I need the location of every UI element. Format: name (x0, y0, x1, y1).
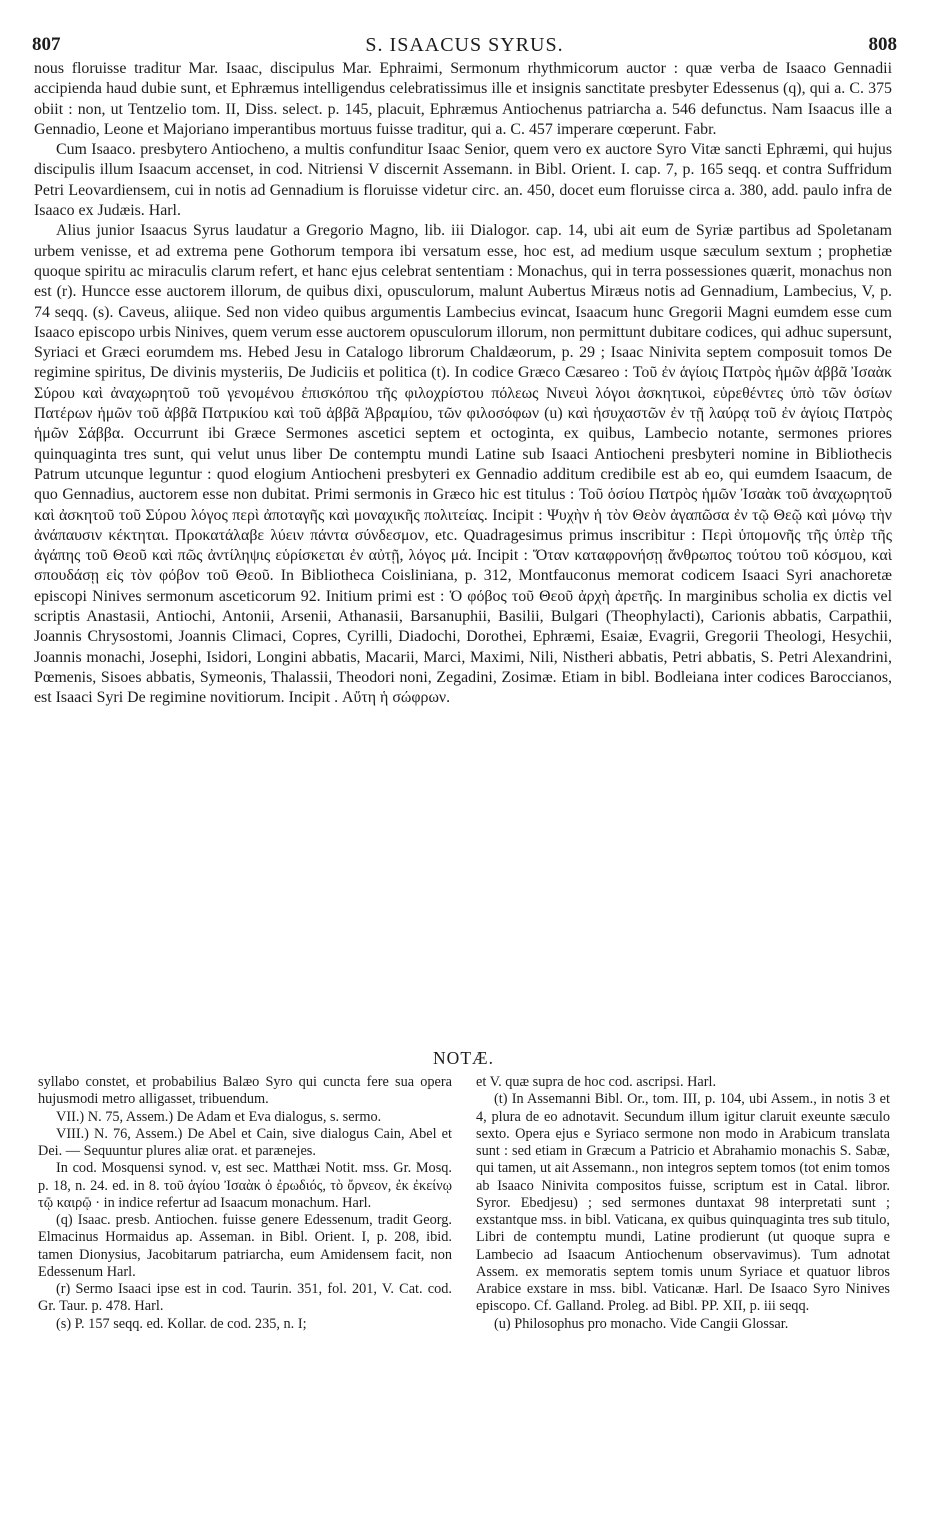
note-item: VII.) N. 75, Assem.) De Adam et Eva dialogus, s. sermo. (56, 1108, 382, 1125)
main-text (34, 59, 892, 709)
note-r: (r) Sermo Isaaci ipse est in cod. Taurin. 351, fol. 201, V. Cat. cod. Gr. Taur. p. 478. Harl. (38, 1281, 452, 1315)
note-item: syllabo constet, et probabilius Balæo Syro qui cuncta fere sua opera hujusmodi metro alligasset, tribuendum. (38, 1074, 452, 1108)
notes-left-column (38, 1074, 452, 1333)
note-item: VIII.) N. 76, Assem.) De Abel et Cain, sive dialogus Cain, Abel et Dei. — Sequuntur plures aliæ orat. et parænejes. (38, 1125, 452, 1159)
page-number-left: 807 (32, 34, 61, 55)
running-title: S. ISAACUS SYRUS. (365, 34, 564, 56)
page-number-right: 808 (868, 34, 897, 55)
notes-right-column (476, 1074, 890, 1333)
paragraph-isaac-senior: Cum Isaaco. presbytero Antiocheno, a multis confunditur Isaac Senior, quem vero ex auctore Syro Vitæ sancti Ephræmi, qui hujus discipulis illum Isaacum accenset, in cod. Nitriensi V discernit Assemann. in Bibl. Orient. I. cap. 7, p. 165 seqq. et contra Suffridum Petri Leovardiensem, cui in notis ad Gennadium is floruisse videtur circ. an. 450, docet eum floruisse circa a. 380, add. paulo infra de Isaaco ex Judæis. Harl. (34, 141, 892, 220)
note-q: (q) Isaac. presb. Antiochen. fuisse genere Edessenum, tradit Georg. Elmacinus Hormaidus ap. Asseman. in Bibl. Orient. I, p. 208, ibid. tamen Dionysius, Jacobitarum patriarcha, eum Amidensem facit, non Edessenum Harl. (38, 1212, 452, 1280)
note-item: In cod. Mosquensi synod. v, est sec. Matthæi Notit. mss. Gr. Mosq. p. 18, n. 24. ed. in 8. τοῦ ἁγίου Ἰσαὰκ ὁ ἐρωδιός, τὸ ὄρνεον, ἐκ ἐκείνῳ τῷ καιρῷ · in indice refertur ad Isaacum monachum. Harl. (38, 1160, 452, 1211)
note-s: (s) P. 157 seqq. ed. Kollar. de cod. 235, n. I; (56, 1315, 307, 1332)
note-item: et V. quæ supra de hoc cod. ascripsi. Harl. (476, 1074, 717, 1090)
note-t: (t) In Assemanni Bibl. Or., tom. III, p. 104, ubi Assem., in notis 3 et 4, plura de eo adnotavit. Secundum illum igitur claruit exeunte sæculo sexto. Opera ejus e Syriaco sermone non modo in Arabicum translata sunt : sed etiam in Græcum a Patricio et Abrahamio monachis S. Sabæ, qui tamen, ut ait Assemann., non integros septem tomos (tot enim tomos ab Isaaco Ninivita compositos fuisse, scriptum est in Catal. libror. Syror. Ebedjesu) ; sed sermones duntaxat 98 interpretati sunt ; exstantque mss. in bibl. Vaticana, ex quibus quinquaginta tres sub titulo, Libri de contemptu mundi, Latine prodierunt (ut quoque supra e Lambecio ad Isaacum Antiochenum observavimus). Tum adnotat Assem. ex memoratis septem tomis unum Syriace et quatuor libros Arabice exstare in mss. bibl. Vaticanæ. Harl. De Isaaco Syro Ninives episcopo. Cf. Galland. Proleg. ad Bibl. PP. XII, p. iii seqq. (476, 1091, 890, 1315)
notes-columns (38, 1074, 890, 1333)
running-header (32, 34, 897, 58)
paragraph-isaac-junior: Alius junior Isaacus Syrus laudatur a Gregorio Magno, lib. iii Dialogor. cap. 14, ubi ait eum de Syriæ partibus ad Spoletanam urbem venisse, et ad extrema pene Gothorum tempora ibi versatum esse, hoc est, ad medium usque sæculum sextum ; prophetiæ quoque spiritu ac miraculis clarum refert, et hanc ejus celebrat sententiam : Monachus, qui in terra possessiones quærit, monachus non est (r). Huncce esse auctorem illorum, de quibus dixi, opusculorum, malunt Aubertus Miræus notis ad Gennadium, Lambecius, V, p. 74 seqq. (s). Caveus, aliique. Sed non video quibus argumentis Lambecius evincat, Isaacum hunc Gregorii Magni eumdem esse cum Isaaco episcopo urbis Ninives, quem verum esse auctorem opusculorum illorum, non permittunt dubitare codices, qui adhuc supersunt, Syriaci et Græci eorumdem ms. Hebed Jesu in Catalogo librorum Chaldæorum, p. 29 ; Isaac Ninivita septem composuit tomos De regimine spiritus, De divinis mysteriis, De Judiciis et politica (t). In codice Græco Cæsareo : Τοῦ ἐν ἁγίοις Πατρὸς ἡμῶν ἀββᾶ Ἰσαὰκ Σύρου καὶ ἀναχωρητοῦ τοῦ γενομένου ἐπισκόπου τῆς φιλοχρίστου πόλεως Νινευὶ λόγοι ἀσκητικοὶ, εὑρεθέντες ὑπὸ τῶν ὁσίων Πατέρων ἡμῶν τοῦ ἀββᾶ Πατρικίου καὶ τοῦ ἀββᾶ Ἀβραμίου, τῶν φιλοσόφων (u) καὶ ἡσυχαστῶν ἐν τῇ λαύρᾳ τοῦ ἐν ἁγίοις Πατρὸς ἡμῶν Σάββα. Occurrunt ibi Græce Sermones ascetici septem et octoginta, ex quibus, Lambecio notante, sermones priores quinquaginta tres sunt, qui velut unus liber De contemptu mundi Latine sub Isaaci Antiocheni presbyteri nomine in Bibliothecis Patrum utcunque leguntur : quod elogium Antiocheni presbyteri ex Gennadio additum credibile est ab eo, qui eumdem Isaacum, de quo Gennadius, auctorem esse non dubitat. Primi sermonis in Græco hic est titulus : Τοῦ ὁσίου Πατρὸς ἡμῶν Ἰσαὰκ τοῦ ἀναχωρητοῦ καὶ ἀσκητοῦ τοῦ Σύρου λόγος περὶ ἀποταγῆς καὶ μοναχικῆς πολιτείας. Incipit : Ψυχὴν ἡ τὸν Θεὸν ἀγαπῶσα ἐν τῷ Θεῷ καὶ μόνῳ τὴν ἀνάπαυσιν κέκτηται. Προκατάλαβε λύειν πάντα σύνδεσμον, etc. Quadragesimus primus inscribitur : Περὶ ὑπομονῆς τῆς ὑπὲρ τῆς ἀγάπης τοῦ Θεοῦ καὶ πῶς ἀντίληψις εὑρίσκεται ἐν αὐτῇ, λόγος μά. Incipit : Ὅταν καταφρονήσῃ ἄνθρωπος τούτου τοῦ κόσμου, καὶ σπουδάσῃ εἰς τὸν φόβον τοῦ Θεοῦ. In Bibliotheca Coisliniana, p. 312, Montfauconus memorat codicem Isaaci Syri anachoretæ episcopi Ninives sermonum asceticorum 92. Initium primi est : Ὁ φόβος τοῦ Θεοῦ ἀρχὴ ἀρετῆς. In marginibus scholia ex dictis vel scriptis Anastasii, Antiochi, Antonii, Arsenii, Athanasii, Barsanuphii, Basilii, Bulgari (Theophylacti), Carionis abbatis, Carpathii, Joannis Chrysostomi, Joannis Climaci, Copres, Cyrilli, Diadochi, Dorothei, Ephræmi, Esaiæ, Evagrii, Gregorii Theologi, Hesychii, Joannis monachi, Josephi, Isidori, Longini abbatis, Macarii, Marci, Maximi, Nili, Nistheri abbatis, Petri abbatis, S. Petri Alexandrini, Pœmenis, Sisoes abbatis, Symeonis, Thalassii, Theodori noni, Zegadini, Zosimæ. Etiam in bibl. Bodleiana inter codices Baroccianos, est Isaaci Syri De regimine novitiorum. Incipit . Αὔτη ἡ σώφρων. (34, 222, 892, 707)
paragraph-fabricius: nous floruisse traditur Mar. Isaac, discipulus Mar. Ephraimi, Sermonum rhythmicorum auctor : quæ verba de Isaaco Gennadii accipienda haud dubie sunt, et Ephræmus intelligendus celebratissimus ille et insignis sanctitate presbyter Edessenus (q), qui a. C. 375 obiit : non, ut Tentzelio tom. II, Diss. select. p. 145, placuit, Ephræmus Antiochenus patriarcha a. 546 defunctus. Nam Isaacus ille a Gennadio, Leone et Majoriano imperantibus mortuus fuisse traditur, qui a. C. 457 imperare cœperunt. Fabr. (34, 60, 892, 138)
note-u: (u) Philosophus pro monacho. Vide Cangii Glossar. (494, 1315, 789, 1332)
notes-heading: NOTÆ. (433, 1048, 494, 1068)
